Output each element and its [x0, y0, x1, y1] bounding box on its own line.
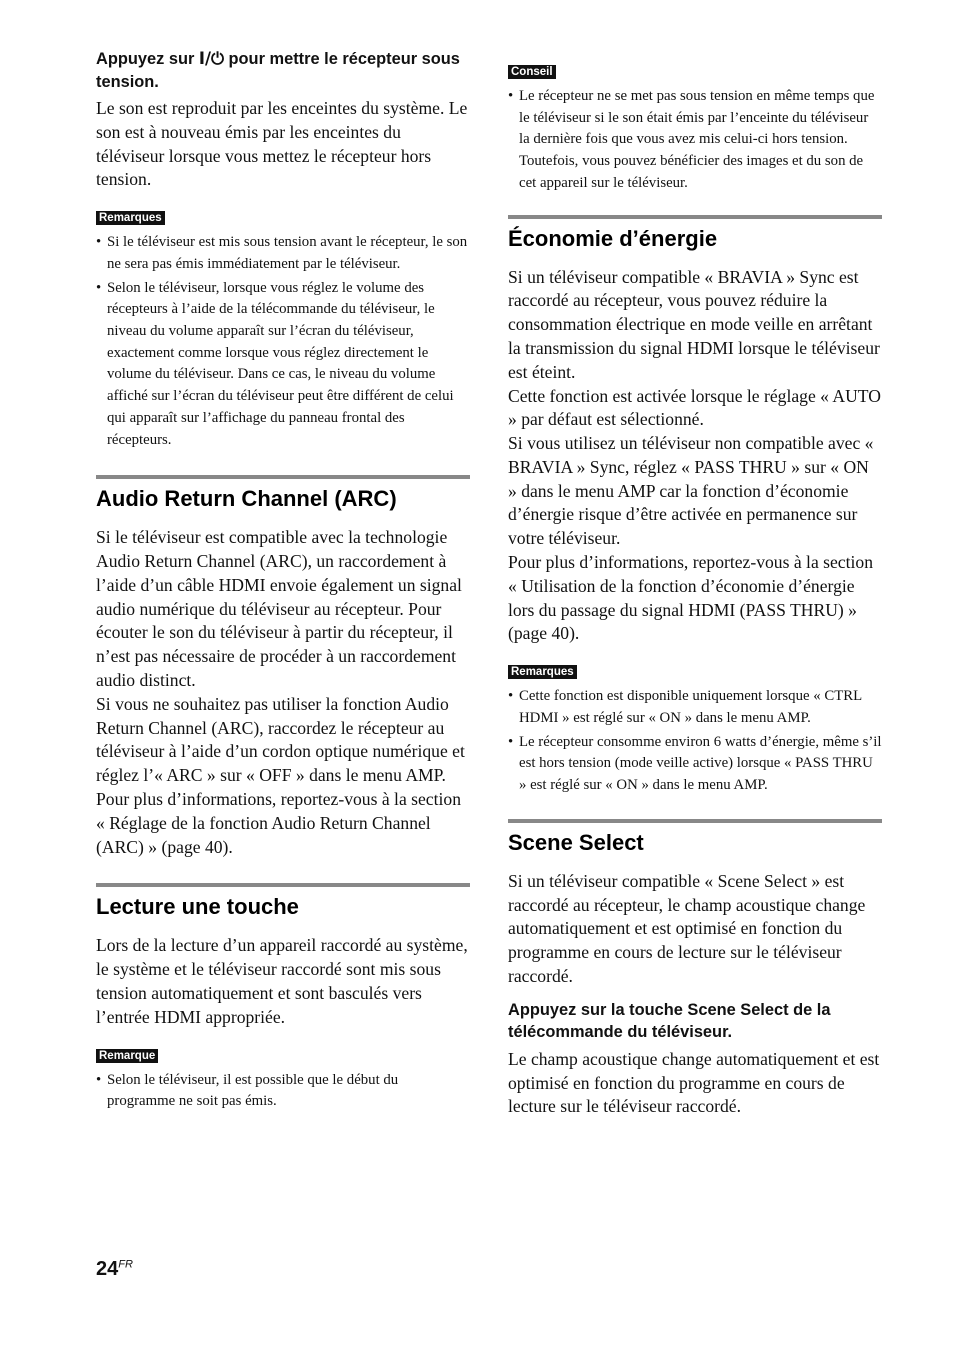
- section-title-scene: Scene Select: [508, 829, 644, 855]
- tip-tag: Conseil: [508, 65, 556, 79]
- page-number-value: 24: [96, 1258, 119, 1280]
- section-title-one-touch: Lecture une touche: [96, 894, 299, 920]
- list-item: • Le récepteur consomme environ 6 watts d’énergie, même s’il est hors tension (mode veille active) lorsque « PASS THRU » est réglé sur « ON » dans le menu AMP.: [508, 732, 882, 797]
- notes-tag: Remarques: [96, 211, 165, 225]
- section-title-arc: Audio Return Channel (ARC): [96, 486, 397, 512]
- tip-list: [508, 86, 882, 195]
- arc-paragraph-3: Pour plus d’informations, reportez-vous à la section « Réglage de la fonction Audio Return Channel (ARC) » (page 40).: [96, 788, 461, 857]
- instruction-text: Appuyez sur: [96, 50, 199, 68]
- list-item: • Le récepteur ne se met pas sous tension en même temps que le téléviseur si le son était émis par l’enceinte du téléviseur la dernière fois que vous avez mis celui-ci hors tension. Toutefois, vous pouvez bénéficier des images et du son de cet appareil sur le téléviseur.: [508, 86, 882, 195]
- list-item: • Selon le téléviseur, il est possible que le début du programme ne soit pas émis.: [96, 1070, 470, 1113]
- energy-notes-list: [508, 686, 882, 797]
- energy-paragraph-3: Si vous utilisez un téléviseur non compatible avec « BRAVIA » Sync, réglez « PASS THRU » sur « ON » dans le menu AMP car la fonction d’économie d’énergie risque d’être activée en permanence sur votre téléviseur.: [508, 433, 874, 549]
- one-touch-notes-block: [96, 1046, 470, 1113]
- one-touch-section: [96, 883, 470, 1113]
- notes-block: [96, 208, 470, 451]
- one-touch-paragraph: Lors de la lecture d’un appareil raccordé au système, le système et le téléviseur raccordé sont mis sous tension automatiquement et sont basculés vers l’entrée HDMI appropriée.: [96, 935, 468, 1027]
- list-item: • Si le téléviseur est mis sous tension avant le récepteur, le son ne sera pas émis immédiatement par le téléviseur.: [96, 232, 470, 275]
- energy-paragraph-1: Si un téléviseur compatible « BRAVIA » Sync est raccordé au récepteur, vous pouvez réduire la consommation électrique en mode veille en arrêtant la transmission du signal HDMI lorsque le téléviseur est éteint.: [508, 266, 880, 382]
- note-tag: Remarque: [96, 1049, 158, 1063]
- scene-instruction: Appuyez sur la touche Scene Select de la télécommande du téléviseur.: [508, 1000, 831, 1042]
- notes-list: [96, 232, 470, 451]
- intro-paragraph: Le son est reproduit par les enceintes du système. Le son est à nouveau émis par les enceintes du téléviseur lorsque vous mettez le récepteur hors tension.: [96, 98, 468, 190]
- scene-section: [508, 819, 882, 1119]
- scene-paragraph-2: Le champ acoustique change automatiquement et est optimisé en fonction du programme en cours de lecture sur le téléviseur raccordé.: [508, 1048, 880, 1117]
- energy-paragraph-4: Pour plus d’informations, reportez-vous à la section « Utilisation de la fonction d’économie d’énergie lors du passage du signal HDMI (PASS THRU) » (page 40).: [508, 552, 873, 644]
- energy-section: [508, 215, 882, 797]
- instruction-text-end: pour mettre le récepteur sous tension.: [96, 50, 460, 91]
- scene-paragraph-1: Si un téléviseur compatible « Scene Select » est raccordé au récepteur, le champ acoustique change automatiquement et est optimisé en fonction du programme en cours de lecture sur le téléviseur raccordé.: [508, 870, 866, 986]
- page-language-suffix: FR: [118, 1258, 133, 1271]
- arc-section: [96, 475, 470, 859]
- energy-notes-tag: Remarques: [508, 665, 577, 679]
- list-item: • Cette fonction est disponible uniquement lorsque « CTRL HDMI » est réglé sur « ON » dans le menu AMP.: [508, 686, 882, 729]
- energy-notes-block: [508, 662, 882, 797]
- left-column: [96, 48, 470, 1115]
- page-number: [96, 1258, 133, 1281]
- section-title-energy: Économie d’énergie: [508, 225, 718, 251]
- arc-paragraph-2: Si vous ne souhaitez pas utiliser la fonction Audio Return Channel (ARC), raccordez le récepteur au téléviseur à l’aide d’un cordon optique numérique et réglez l’« ARC » sur « OFF » dans le menu AMP.: [96, 693, 465, 786]
- power-on-instruction: [96, 48, 470, 93]
- list-item: • Selon le téléviseur, lorsque vous réglez le volume des récepteurs à l’aide de la télécommande du téléviseur, le niveau du volume apparaît sur l’écran du téléviseur, exactement comme lorsque vous réglez directement le volume du téléviseur. Dans ce cas, le niveau du volume affiché sur l’écran du téléviseur peut être différent de celui qui apparaît sur l’affichage du panneau frontal des récepteurs.: [96, 278, 470, 452]
- arc-paragraph-1: Si le téléviseur est compatible avec la technologie Audio Return Channel (ARC), un raccordement à l’aide d’un câble HDMI envoie également un signal audio numérique du téléviseur au récepteur. Pour écouter le son du téléviseur à partir du récepteur, il n’est pas nécessaire de procéder à un raccordement audio distinct.: [96, 527, 462, 690]
- energy-paragraph-2: Cette fonction est activée lorsque le réglage « AUTO » par défaut est sélectionné.: [508, 385, 881, 430]
- right-column: [508, 62, 882, 1119]
- one-touch-notes-list: [96, 1070, 470, 1113]
- tip-block: [508, 62, 882, 195]
- power-icon: I/⏻: [198, 49, 224, 68]
